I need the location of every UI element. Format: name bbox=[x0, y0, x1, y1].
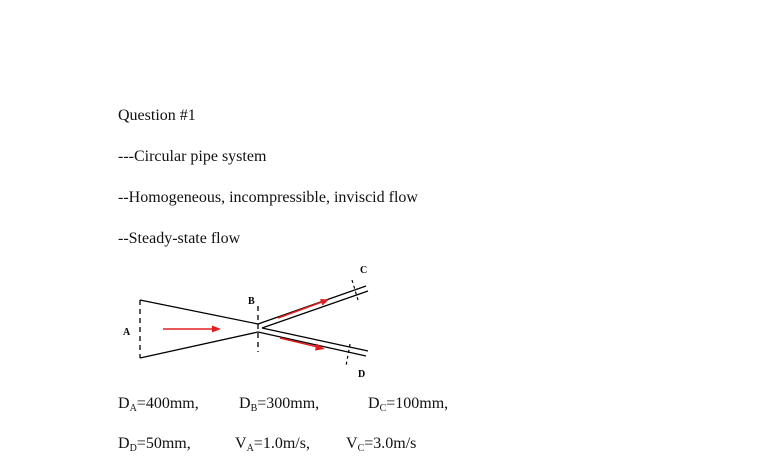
label-b: B bbox=[248, 296, 255, 307]
dim-dc: $D_C=100mm$, bbox=[368, 395, 449, 414]
dim-dd: $D_D=50mm$, bbox=[118, 435, 191, 454]
bullet-pipe-system: ---Circular pipe system bbox=[118, 148, 267, 165]
label-c: C bbox=[360, 265, 368, 276]
dim-da: $D_A=400mm$, bbox=[118, 395, 199, 414]
branch-d-outer-wall bbox=[262, 328, 368, 351]
bullet-steady-state: --Steady-state flow bbox=[118, 230, 241, 247]
flow-arrow-main bbox=[163, 326, 221, 333]
cone-top-wall bbox=[140, 300, 258, 324]
dim-db: $D_B=300mm$, bbox=[239, 395, 320, 414]
vel-va: $V_A=1.0m/s$, bbox=[235, 435, 310, 454]
bullet-flow-type: --Homogeneous, incompressible, inviscid flow bbox=[118, 189, 418, 206]
label-a: A bbox=[123, 327, 131, 338]
flow-arrow-c bbox=[278, 299, 329, 318]
label-d: D bbox=[358, 369, 366, 380]
cone-bottom-wall bbox=[140, 332, 258, 358]
question-title: Question #1 bbox=[118, 107, 196, 124]
branch-c-outer-wall bbox=[262, 291, 368, 328]
vel-vc: $V_C=3.0m/s$ bbox=[346, 435, 417, 454]
